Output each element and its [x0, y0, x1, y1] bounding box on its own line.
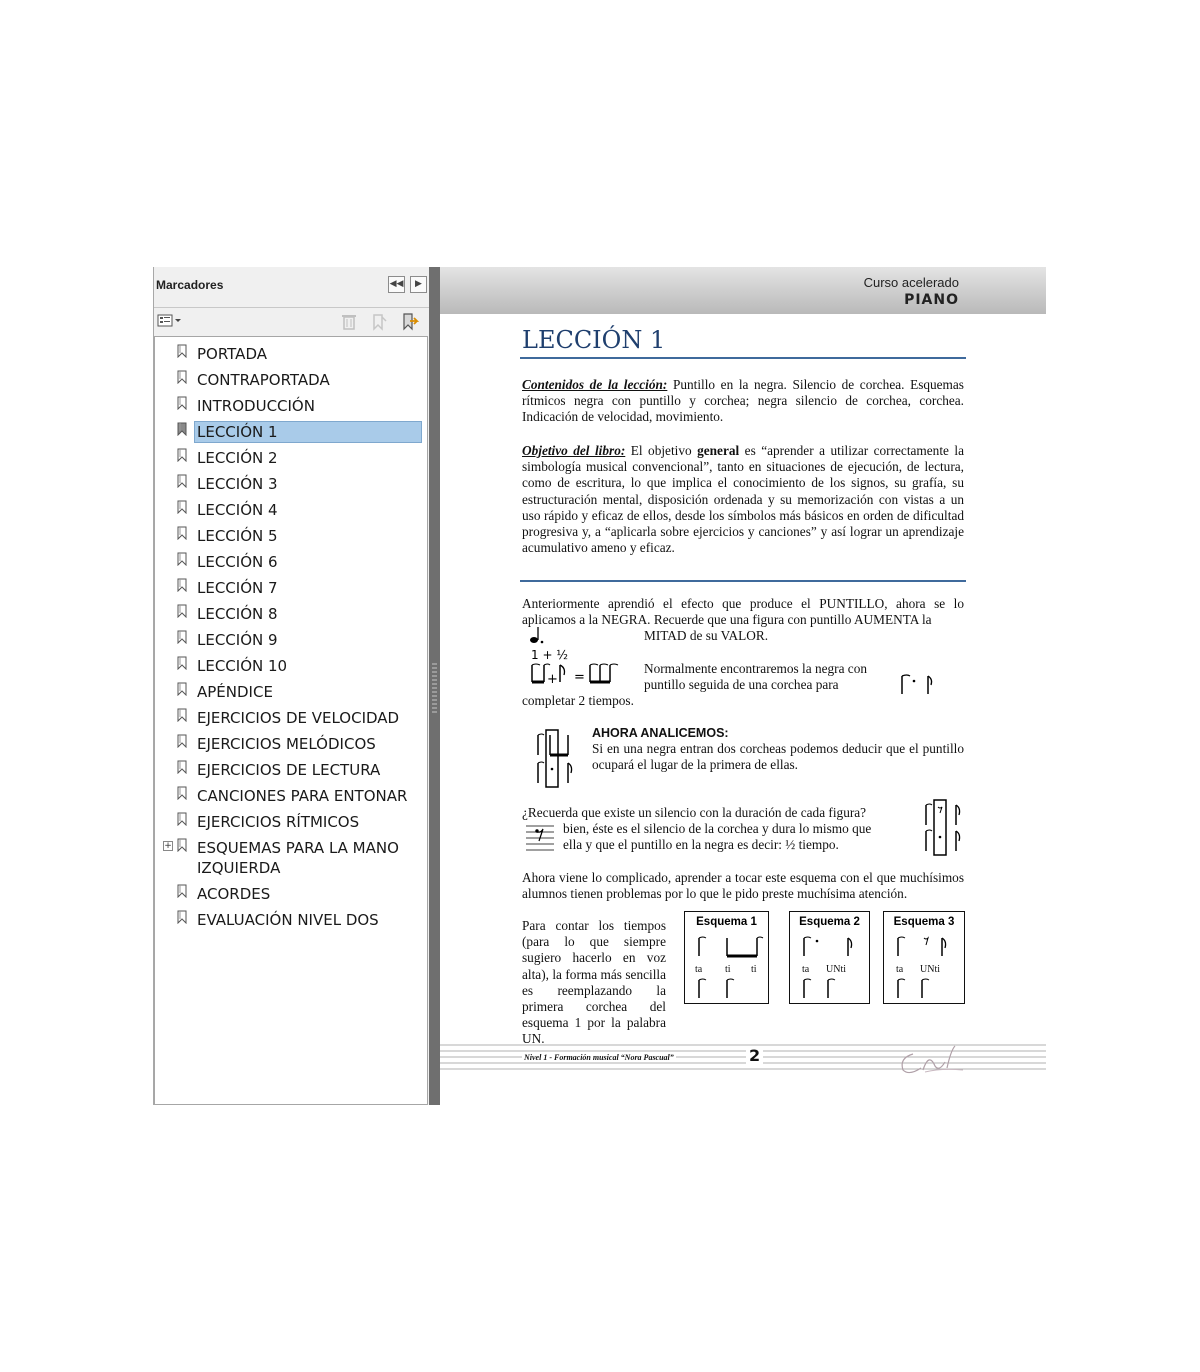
- bookmark-icon: [177, 682, 187, 696]
- bookmark-icon: [177, 396, 187, 410]
- dotted-quarter-eighth-figure: [898, 672, 938, 696]
- instrument-title: PIANO: [904, 292, 959, 308]
- bookmark-label: LECCIÓN 1: [195, 422, 421, 442]
- bookmark-label: ACORDES: [197, 885, 271, 903]
- objective-text-b: es “aprender a utilizar correctamente la simbología musical convencional”, tanto en situaciones de ejecución, de lectura, como de escritura, lo que implica el conocimiento de los signos, su grafía, su estructuración mental, disposición ordenada y su memorización con vistas a un uso rápido y eficaz de ellos, desde los símbolos más básicos en orden de dificultad progresiva y, a “aplicarla sobre ejercicios y canciones” y así lograr un aprendizaje acumulativo ameno y eficaz.: [522, 443, 964, 556]
- section-rule: [520, 580, 966, 582]
- normal-text-line3: completar 2 tiempos.: [522, 693, 634, 708]
- svg-text:=: =: [574, 670, 585, 685]
- panel-header: [154, 267, 430, 308]
- bookmark-icon: [177, 910, 187, 924]
- analyze-title: AHORA ANALICEMOS:: [592, 726, 729, 740]
- analyze-text: Si en una negra entran dos corcheas podemos deducir que el puntillo ocupará el lugar de la primera de ellas.: [592, 741, 964, 773]
- dotted-intro-paragraph: [522, 596, 964, 628]
- scheme-1-title: Esquema 1: [696, 916, 757, 928]
- bookmark-label: EJERCICIOS DE VELOCIDAD: [197, 709, 400, 727]
- new-bookmark-icon: [370, 313, 388, 331]
- scheme-1-box: [684, 911, 769, 1004]
- scheme-2-title: Esquema 2: [799, 916, 860, 928]
- right-arrow-icon: ▶: [415, 279, 422, 289]
- scheme-2-syllable: UNti: [826, 964, 846, 975]
- signature-logo: [895, 1040, 965, 1080]
- eighth-rest-staff-icon: [526, 823, 554, 851]
- lesson-title: LECCIÓN 1: [522, 326, 666, 354]
- bookmark-label: PORTADA: [197, 345, 267, 363]
- scheme-2-syllable: ta: [802, 964, 810, 975]
- options-menu-icon: [157, 314, 183, 328]
- objective-paragraph: [522, 443, 964, 556]
- rest-comparison-figure: [920, 799, 966, 857]
- delete-bookmark-button[interactable]: [341, 313, 357, 335]
- complicated-paragraph: Ahora viene lo complicado, aprender a tocar este esquema con el que muchísimos alumnos tienen problemas por lo que le pido preste muchísima atención.: [522, 870, 964, 902]
- contents-text: Puntillo en la negra. Silencio de corchea. Esquemas rítmicos negra con puntillo y corchea; negra silencio de corchea, corchea. Indicación de velocidad, movimiento.: [522, 377, 964, 425]
- bookmark-label: CANCIONES PARA ENTONAR: [197, 787, 408, 805]
- collapse-panel-button[interactable]: [388, 276, 405, 293]
- bookmark-icon: [177, 838, 187, 852]
- objective-label: Objetivo del libro:: [522, 443, 626, 458]
- panel-title: Marcadores: [156, 278, 224, 292]
- contents-paragraph: [522, 377, 964, 426]
- bookmark-label: LECCIÓN 6: [197, 553, 278, 571]
- bookmark-icon: [177, 448, 187, 462]
- expand-panel-button[interactable]: [410, 276, 427, 293]
- trash-icon: [341, 313, 357, 331]
- new-bookmark-button[interactable]: [370, 313, 388, 335]
- bookmark-label: ESQUEMAS PARA LA MANO: [197, 839, 399, 857]
- contents-label: Contenidos de la lección:: [522, 377, 668, 392]
- expand-current-bookmark-button[interactable]: [401, 313, 419, 335]
- rest-answer-line1: bien, éste es el silencio de la corchea y dura lo mismo que: [563, 821, 872, 836]
- bookmark-label: EJERCICIOS RÍTMICOS: [197, 813, 360, 831]
- scheme-1-syllable: ti: [725, 964, 731, 975]
- rest-question: ¿Recuerda que existe un silencio con la duración de cada figura?: [522, 805, 867, 820]
- bookmark-icon: [177, 630, 187, 644]
- bookmark-label: LECCIÓN 8: [197, 605, 278, 623]
- bookmarks-toolbar: [154, 308, 430, 336]
- svg-text:+: +: [547, 672, 558, 686]
- formula-text: 1 + ½: [531, 648, 568, 662]
- analyze-figure: [532, 729, 576, 789]
- page-number: 2: [746, 1046, 763, 1065]
- objective-bold: general: [697, 443, 740, 458]
- bookmark-icon: [177, 812, 187, 826]
- dotted-intro-end: MITAD de su VALOR.: [644, 628, 769, 643]
- bookmark-label: EJERCICIOS DE LECTURA: [197, 761, 381, 779]
- bookmark-label: LECCIÓN 5: [197, 527, 278, 545]
- panel-splitter[interactable]: [429, 267, 440, 1105]
- counting-paragraph: Para contar los tiempos (para lo que siempre sugiero hacerlo en voz alta), la forma más sencilla es reemplazando la primera corchea del esquema 1 por la palabra UN.: [522, 918, 666, 1047]
- bookmark-icon: [177, 786, 187, 800]
- bookmark-icon: [177, 734, 187, 748]
- bookmark-icon: [177, 656, 187, 670]
- bookmark-icon: [177, 578, 187, 592]
- footer-credit: Nivel 1 - Formación musical “Nora Pascual”: [524, 1053, 674, 1062]
- bookmark-label: LECCIÓN 7: [197, 579, 278, 597]
- find-current-bookmark-icon: [401, 313, 419, 331]
- bookmark-icon: [177, 884, 187, 898]
- bookmark-icon: [177, 708, 187, 722]
- normal-text-line1: Normalmente encontraremos la negra con: [644, 661, 867, 676]
- document-page: [440, 267, 1046, 1105]
- bookmark-label: LECCIÓN 10: [197, 657, 288, 675]
- bookmark-label: LECCIÓN 2: [197, 449, 278, 467]
- course-title: Curso acelerado: [863, 275, 959, 290]
- bookmark-label: LECCIÓN 9: [197, 631, 278, 649]
- scheme-1-notation: [685, 912, 768, 1003]
- normal-text-line2: puntillo seguida de una corchea para: [644, 677, 839, 692]
- scheme-3-title: Esquema 3: [893, 916, 955, 928]
- bookmarks-panel: [153, 267, 430, 1105]
- scheme-3-notation: [884, 912, 964, 1003]
- bookmark-label: EJERCICIOS MELÓDICOS: [197, 735, 376, 753]
- dotted-intro-text: Anteriormente aprendió el efecto que produce el PUNTILLO, ahora se lo aplicamos a la NEGRA. Recuerde que una figura con puntillo AUMENTA la: [522, 596, 964, 628]
- bookmark-icon: [177, 474, 187, 488]
- bookmark-label: INTRODUCCIÓN: [197, 397, 315, 415]
- bookmark-label: EVALUACIÓN NIVEL DOS: [197, 911, 379, 929]
- title-rule: [520, 357, 966, 359]
- scheme-2-box: [789, 911, 870, 1004]
- rest-answer-line2: ella y que el puntillo en la negra es decir: ½ tiempo.: [563, 837, 839, 852]
- options-menu-button[interactable]: [157, 314, 183, 332]
- bookmark-label: APÉNDICE: [197, 683, 273, 701]
- expand-toggle-icon[interactable]: +: [164, 841, 172, 851]
- bookmark-label: CONTRAPORTADA: [197, 371, 330, 389]
- splitter-grip[interactable]: [432, 663, 437, 713]
- bookmark-icon: [177, 422, 187, 436]
- scheme-2-notation: [790, 912, 869, 1003]
- scheme-3-syllable: ta: [896, 964, 904, 975]
- bookmark-label: LECCIÓN 3: [197, 475, 278, 493]
- bookmark-tree[interactable]: [154, 336, 428, 1105]
- bookmark-icon: [177, 370, 187, 384]
- bookmark-icon: [177, 500, 187, 514]
- bookmark-label: LECCIÓN 4: [197, 501, 278, 519]
- bookmark-icon: [177, 344, 187, 358]
- bookmark-icon: [177, 604, 187, 618]
- scheme-1-syllable: ta: [695, 964, 703, 975]
- objective-text-a: El objetivo: [625, 443, 698, 458]
- double-left-arrow-icon: ◀◀: [389, 279, 404, 289]
- bookmark-label-line2: IZQUIERDA: [197, 859, 281, 877]
- scheme-3-box: [883, 911, 965, 1004]
- bookmark-icon: [177, 526, 187, 540]
- scheme-3-syllable: UNti: [920, 964, 940, 975]
- bookmark-icon: [177, 552, 187, 566]
- page-header-band: [440, 267, 1046, 314]
- equivalence-notation: [530, 662, 630, 686]
- scheme-1-syllable: ti: [751, 964, 757, 975]
- bookmark-icon: [177, 760, 187, 774]
